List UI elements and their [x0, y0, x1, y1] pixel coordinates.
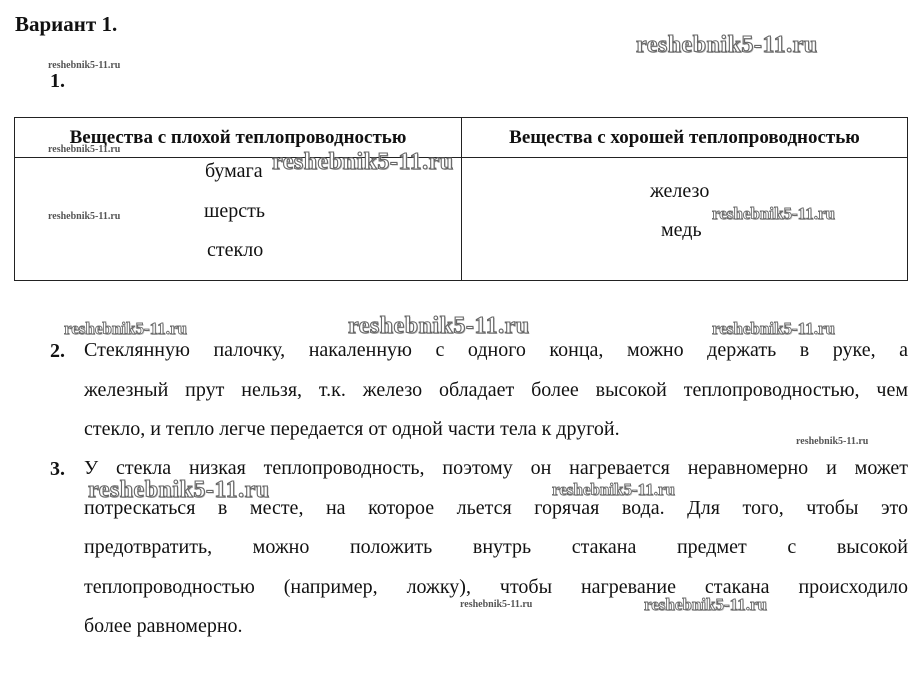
- watermark: reshebnik5-11.ru: [64, 319, 187, 338]
- task-2-number: 2.: [50, 340, 65, 362]
- watermark: reshebnik5-11.ru: [88, 477, 270, 503]
- watermark: reshebnik5-11.ru: [272, 149, 454, 175]
- table-header-row: [15, 118, 908, 158]
- good-conductors-cell: [462, 158, 908, 281]
- text-line: железный прут нельзя, т.к. железо обладает более высокой теплопроводностью, чем: [84, 378, 908, 401]
- watermark: reshebnik5-11.ru: [796, 436, 869, 447]
- list-item: стекло: [207, 239, 264, 261]
- text-line: теплопроводностью (например, ложку), чтобы нагревание стакана происходило: [84, 575, 908, 598]
- text-line: предотвратить, можно положить внутрь стакана предмет с высокой: [84, 536, 908, 558]
- text-line: более равномерно.: [84, 615, 243, 637]
- list-item: медь: [661, 219, 702, 241]
- watermark: reshebnik5-11.ru: [644, 595, 767, 614]
- task-3-number: 3.: [50, 458, 65, 480]
- watermark: reshebnik5-11.ru: [712, 204, 835, 223]
- watermark: reshebnik5-11.ru: [460, 599, 533, 610]
- page-title: Вариант 1.: [15, 12, 118, 36]
- text-line: потрескаться в месте, на которое льется горячая вода. Для того, чтобы это: [84, 496, 908, 519]
- text-line: У стекла низкая теплопроводность, поэтому он нагревается неравномерно и может: [84, 457, 908, 479]
- watermark: reshebnik5-11.ru: [712, 319, 835, 338]
- list-item: шерсть: [204, 200, 266, 222]
- header-poor-conductors: Вещества с плохой теплопроводностью: [15, 118, 462, 158]
- text-line: стекло, и тепло легче передается от одной части тела к другой.: [84, 418, 620, 440]
- watermark: reshebnik5-11.ru: [636, 32, 818, 58]
- watermark: reshebnik5-11.ru: [48, 60, 121, 71]
- watermark: reshebnik5-11.ru: [348, 313, 530, 339]
- conductivity-table: [14, 117, 908, 281]
- header-good-conductors: Вещества с хорошей теплопроводностью: [462, 118, 908, 158]
- text-line: Стеклянную палочку, накаленную с одного конца, можно держать в руке, а: [84, 339, 908, 361]
- watermark: reshebnik5-11.ru: [48, 144, 121, 155]
- task-2-text: [84, 331, 908, 450]
- watermark: reshebnik5-11.ru: [48, 211, 121, 222]
- watermark: reshebnik5-11.ru: [552, 480, 675, 499]
- list-item: железо: [650, 180, 710, 202]
- task-1-number: 1.: [50, 70, 65, 92]
- list-item: бумага: [205, 160, 263, 182]
